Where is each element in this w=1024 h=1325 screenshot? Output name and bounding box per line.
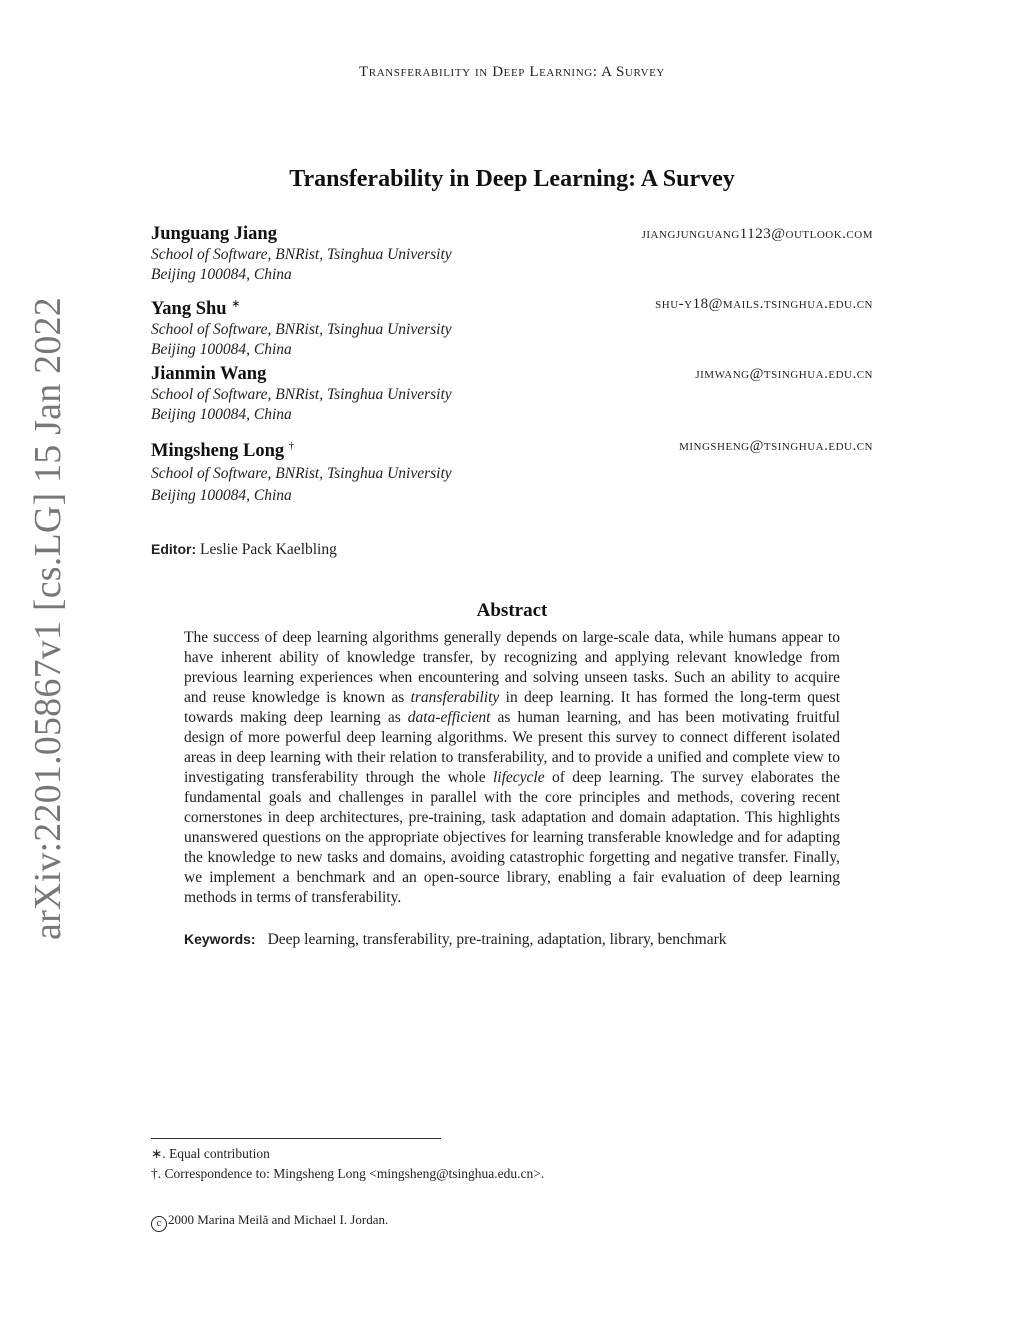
abstract-text: The success of deep learning algorithms generally depends on large-scale data, while humans appear to have inherent ability of knowledge transfer, by recognizing and applying relevant knowledge from previous learning experiences when encountering and solving unseen tasks. Such an ability to acquire and reuse knowledge is known as: [184, 629, 840, 706]
author-block: [151, 294, 873, 360]
keywords-text: Deep learning, transferability, pre-training, adaptation, library, benchmark: [267, 931, 727, 948]
paper-title: Transferability in Deep Learning: A Survey: [289, 166, 735, 192]
author-location: Beijing 100084, China: [151, 341, 292, 359]
footnote: [151, 1164, 544, 1184]
author-email: shu-y18@mails.tsinghua.edu.cn: [655, 296, 873, 312]
author-email: jiangjunguang1123@outlook.com: [641, 226, 873, 242]
author-name: Jianmin Wang: [151, 364, 267, 384]
footnote-text: Correspondence to: Mingsheng Long <mingsheng@tsinghua.edu.cn>.: [164, 1166, 545, 1181]
author-affiliation: School of Software, BNRist, Tsinghua University: [151, 386, 452, 403]
author-email: jimwang@tsinghua.edu.cn: [695, 366, 873, 382]
equal-contribution-mark: ∗: [231, 298, 241, 310]
author-affiliation: School of Software, BNRist, Tsinghua University: [151, 246, 452, 263]
correspondence-mark: †: [288, 440, 295, 452]
editor-line: [151, 541, 337, 559]
editor-label: Editor:: [151, 541, 197, 557]
footnote: [151, 1144, 544, 1164]
abstract-emphasis: lifecycle: [492, 769, 545, 786]
footnotes: [151, 1144, 544, 1184]
abstract-text: as human learning, and has been motivating fruitful design of more powerful deep learning algorithms. We present this survey to connect different isolated areas in deep learning with their relation to transferability, and to provide a unified and complete view to investigating transferability through the whole: [184, 709, 840, 786]
author-email: mingsheng@tsinghua.edu.cn: [679, 438, 873, 454]
abstract-text: in deep learning. It has formed the long-term quest towards making deep learning as: [184, 689, 841, 726]
copyright-line: [151, 1212, 388, 1232]
abstract-emphasis: data-efficient: [407, 709, 491, 726]
author-name: Mingsheng Long †: [151, 440, 295, 462]
footnote-mark: †.: [151, 1166, 162, 1181]
copyright-text: 2000 Marina Meilă and Michael I. Jordan.: [168, 1212, 389, 1227]
abstract-emphasis: transferability: [410, 689, 500, 706]
author-location: Beijing 100084, China: [151, 406, 292, 423]
footnote-text: Equal contribution: [169, 1146, 270, 1161]
author-location: Beijing 100084, China: [151, 266, 292, 283]
abstract-body: [184, 628, 840, 908]
keywords-line: [184, 931, 844, 949]
author-affiliation: School of Software, BNRist, Tsinghua University: [151, 465, 452, 483]
author-affiliation: School of Software, BNRist, Tsinghua University: [151, 321, 452, 339]
author-block: [151, 224, 873, 285]
author-block: [151, 364, 873, 425]
abstract-heading: Abstract: [476, 600, 548, 621]
author-name: Junguang Jiang: [151, 224, 277, 244]
author-block: [151, 436, 873, 506]
arxiv-identifier-stamp: arXiv:2201.05867v1 [cs.LG] 15 Jan 2022: [27, 297, 69, 940]
abstract-text: of deep learning. The survey elaborates the fundamental goals and challenges in parallel with the core principles and methods, covering recent cornerstones in deep architectures, pre-training, task adaptation and domain adaptation. This highlights unanswered questions on the appropriate objectives for learning transferable knowledge and for adapting the knowledge to new tasks and domains, avoiding catastrophic forgetting and negative transfer. Finally, we implement a benchmark and an open-source library, enabling a fair evaluation of deep learning methods in terms of transferability.: [184, 769, 841, 906]
copyright-icon: c: [151, 1216, 167, 1232]
footnote-divider: [151, 1138, 441, 1139]
keywords-label: Keywords:: [184, 931, 256, 947]
author-location: Beijing 100084, China: [151, 487, 292, 505]
author-name: Yang Shu ∗: [151, 298, 241, 320]
running-head: Transferability in Deep Learning: A Survey: [359, 64, 665, 80]
footnote-mark: ∗.: [151, 1146, 166, 1161]
editor-name: Leslie Pack Kaelbling: [199, 541, 337, 558]
